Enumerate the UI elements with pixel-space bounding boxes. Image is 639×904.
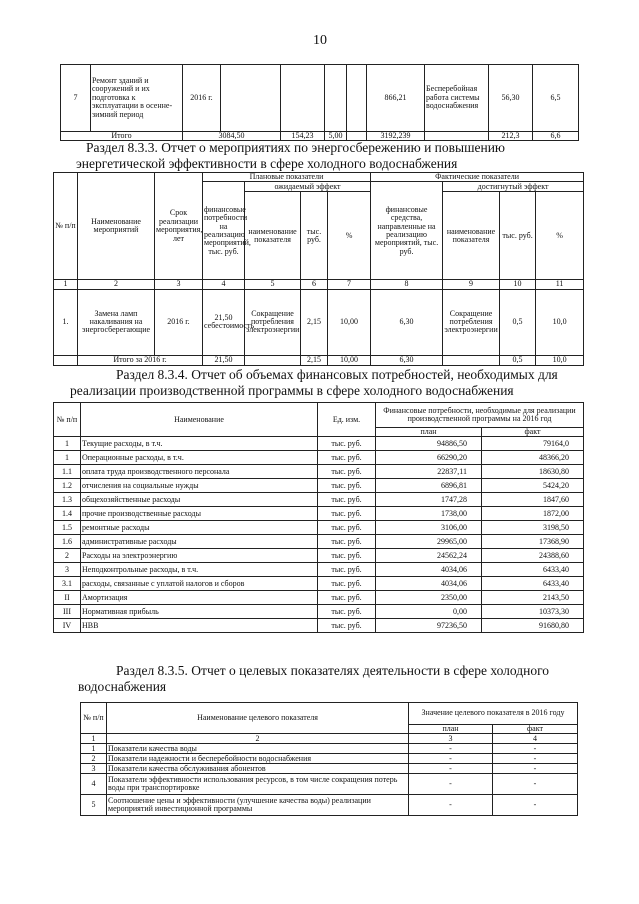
cell-u: тыс. руб.: [318, 451, 376, 465]
cell-name: Расходы на электроэнергию: [81, 549, 318, 563]
table-row: [54, 465, 584, 479]
cell-p: 66290,20: [376, 451, 482, 465]
cell-name: отчисления на социальные нужды: [81, 479, 318, 493]
cell-f: 6433,40: [482, 577, 584, 591]
cell-u: тыс. руб.: [318, 619, 376, 633]
cell-f: -: [493, 795, 578, 816]
table-row: [61, 65, 579, 132]
section-title: Раздел 8.3.4. Отчет об объемах финансовых потребностей, необходимых для реализации производственной программы в сфере холодного водоснабжения: [70, 367, 558, 398]
cell-name: прочие производственные расходы: [81, 507, 318, 521]
cell-u: тыс. руб.: [318, 577, 376, 591]
table-row: [54, 507, 584, 521]
cell-n: 3: [81, 764, 107, 774]
cell-u: тыс. руб.: [318, 605, 376, 619]
table-row: [81, 774, 578, 795]
cell-n: 3.1: [54, 577, 81, 591]
table-row: [54, 493, 584, 507]
column-numbers: 1 2 3 4: [81, 734, 578, 744]
page-number: 10: [313, 33, 327, 48]
cell-u: тыс. руб.: [318, 507, 376, 521]
table-row: [54, 479, 584, 493]
cell-u: тыс. руб.: [318, 563, 376, 577]
row-finance: 866,21: [367, 65, 425, 132]
cell-n: 1: [81, 744, 107, 754]
cell-name: Показатели качества обслуживания абонентов: [107, 764, 409, 774]
table-row: [54, 591, 584, 605]
table-row: [54, 605, 584, 619]
cell-n: 2: [81, 754, 107, 764]
cell-p: 97236,50: [376, 619, 482, 633]
cell-f: -: [493, 764, 578, 774]
table-row: [54, 451, 584, 465]
cell-name: расходы, связанные с уплатой налогов и сборов: [81, 577, 318, 591]
cell-name: Показатели надежности и бесперебойности водоснабжения: [107, 754, 409, 764]
cell-u: тыс. руб.: [318, 479, 376, 493]
cell-p: 29965,00: [376, 535, 482, 549]
cell-f: 24388,60: [482, 549, 584, 563]
cell-n: IV: [54, 619, 81, 633]
cell-u: тыс. руб.: [318, 535, 376, 549]
cell-name: административные расходы: [81, 535, 318, 549]
cell-p: 94886,50: [376, 437, 482, 451]
cell-p: -: [409, 744, 493, 754]
row-percent: 6,5: [533, 65, 579, 132]
cell-name: оплата труда производственного персонала: [81, 465, 318, 479]
cell-p: 22837,11: [376, 465, 482, 479]
cell-p: -: [409, 774, 493, 795]
cell-p: 24562,24: [376, 549, 482, 563]
cell-n: 2: [54, 549, 81, 563]
cell-f: 6433,40: [482, 563, 584, 577]
cell-p: 0,00: [376, 605, 482, 619]
table-row: [81, 754, 578, 764]
cell-p: 3106,00: [376, 521, 482, 535]
cell-f: 18630,80: [482, 465, 584, 479]
cell-f: 48366,20: [482, 451, 584, 465]
cell-n: 1.1: [54, 465, 81, 479]
cell-u: тыс. руб.: [318, 549, 376, 563]
total-row: Итого 3084,50 154,23 5,00 3192,239 212,3 6,6: [61, 132, 579, 141]
cell-n: 1.6: [54, 535, 81, 549]
table-row: [54, 535, 584, 549]
cell-n: 1.5: [54, 521, 81, 535]
table-row: [54, 619, 584, 633]
table-row: [81, 744, 578, 754]
cell-name: ремонтные расходы: [81, 521, 318, 535]
cell-u: тыс. руб.: [318, 493, 376, 507]
energy-saving-table: № п/п Наименование мероприятий Срок реализации мероприятия, лет Плановые показатели Фактические показатели финансовые потребности на реализацию мероприятий, тыс. руб. ожидаемый эффект финансовые средства, направленные на реализацию мероприятий, тыс. руб. достигнутый эффект наименование показателя тыс. руб. % наименование показателя тыс. руб. % 1 2 3 4 5 6 7 8 9 10 11 1. Замена ламп накаливания на энергосберегающие 2016 г. 21,50 себестоимость Сокращение потребления электроэнергии 2,15 10,00 6,30 Сокращение потребления электроэнергии 0,5 10,0 Итого за 2016 г. 21,50 2,15 10,00 6,30 0,5 10,0: [53, 172, 584, 366]
cell-f: 5424,20: [482, 479, 584, 493]
column-numbers: 1 2 3 4 5 6 7 8 9 10 11: [54, 280, 584, 289]
table-row: [54, 563, 584, 577]
table-row: [54, 577, 584, 591]
row-year: 2016 г.: [183, 65, 221, 132]
cell-name: Операционные расходы, в т.ч.: [81, 451, 318, 465]
cell-p: 4034,06: [376, 563, 482, 577]
cell-f: 17368,90: [482, 535, 584, 549]
table-row: [54, 549, 584, 563]
cell-p: 4034,06: [376, 577, 482, 591]
cell-p: 1738,00: [376, 507, 482, 521]
cell-u: тыс. руб.: [318, 437, 376, 451]
cell-name: Неподконтрольные расходы, в т.ч.: [81, 563, 318, 577]
cell-name: НВВ: [81, 619, 318, 633]
table-row: [81, 795, 578, 816]
row-value: 56,30: [489, 65, 533, 132]
total-row: Итого за 2016 г. 21,50 2,15 10,00 6,30 0,5 10,0: [54, 355, 584, 365]
row-result: Бесперебойная работа системы водоснабжения: [425, 65, 489, 132]
cell-name: Амортизация: [81, 591, 318, 605]
cell-f: 91680,80: [482, 619, 584, 633]
cell-name: Нормативная прибыль: [81, 605, 318, 619]
cell-p: -: [409, 795, 493, 816]
cell-f: 79164,0: [482, 437, 584, 451]
section-title: Раздел 8.3.3. Отчет о мероприятиях по энергосбережению и повышению энергетической эффективности в сфере холодного водоснабжения: [76, 140, 506, 171]
cell-p: 2350,00: [376, 591, 482, 605]
table-row: [54, 437, 584, 451]
row-name: Ремонт зданий и сооружений и их подготовка к эксплуатации в осенне-зимний период: [91, 65, 183, 132]
cell-n: 1.3: [54, 493, 81, 507]
cell-n: 1.2: [54, 479, 81, 493]
cell-f: 2143,50: [482, 591, 584, 605]
target-indicators-table: № п/п Наименование целевого показателя Значение целевого показателя в 2016 году план факт 1 2 3 4 1 Показатели качества воды - - 2 Показатели надежности и бесперебойности водоснабжения - - 3 Показатели качества обслуживания абонентов - - 4 Показатели эффективности использования ресурсов, в том числе сокращения потерь воды при транспортировке - - 5 Соотношение цены и эффективности (улучшение качества воды) реализации мероприятий инвестиционной программы - -: [80, 702, 578, 816]
table-row: 1. Замена ламп накаливания на энергосберегающие 2016 г. 21,50 себестоимость Сокращение потребления электроэнергии 2,15 10,00 6,30 Сокращение потребления электроэнергии 0,5 10,0: [54, 289, 584, 355]
cell-f: 1847,60: [482, 493, 584, 507]
cell-n: 3: [54, 563, 81, 577]
table-row: [54, 521, 584, 535]
cell-p: -: [409, 754, 493, 764]
cell-p: 1747,28: [376, 493, 482, 507]
cell-p: 6896,81: [376, 479, 482, 493]
cell-name: Соотношение цены и эффективности (улучшение качества воды) реализации мероприятий инвестиционной программы: [107, 795, 409, 816]
cell-f: 1872,00: [482, 507, 584, 521]
cell-n: 4: [81, 774, 107, 795]
total-label: Итого: [61, 132, 183, 141]
cell-f: -: [493, 774, 578, 795]
cell-u: тыс. руб.: [318, 591, 376, 605]
financial-needs-table: № п/п Наименование Ед. изм. Финансовые потребности, необходимые для реализации производственной программы на 2016 год план факт 1 Текущие расходы, в т.ч. тыс. руб. 94886,50 79164,0 1 Операционные расходы, в т.ч. тыс. руб. 66290,20 48366,20 1.1 оплата труда производственного персонала тыс. руб. 22837,11 18630,80 1.2 отчисления на социальные нужды тыс. руб. 6896,81 5424,20 1.3 общехозяйственные расходы тыс. руб. 1747,28 1847,60 1.4 прочие производственные расходы тыс. руб. 1738,00 1872,00 1.5 ремонтные расходы тыс. руб. 3106,00 3198,50 1.6 административные расходы тыс. руб. 29965,00 17368,90 2 Расходы на электроэнергию тыс. руб. 24562,24 24388,60 3 Неподконтрольные расходы, в т.ч. тыс. руб. 4034,06 6433,40 3.1 расходы, связанные с уплатой налогов и сборов тыс. руб. 4034,06 6433,40 II Амортизация тыс. руб. 2350,00 2143,50 III Нормативная прибыль тыс. руб. 0,00 10373,30 IV НВВ тыс. руб. 97236,50 91680,80: [53, 402, 584, 633]
cell-name: Показатели качества воды: [107, 744, 409, 754]
cell-name: общехозяйственные расходы: [81, 493, 318, 507]
top-table: [60, 64, 579, 141]
table-row: [81, 764, 578, 774]
cell-f: -: [493, 754, 578, 764]
cell-n: 1: [54, 451, 81, 465]
cell-n: II: [54, 591, 81, 605]
cell-p: -: [409, 764, 493, 774]
cell-f: 10373,30: [482, 605, 584, 619]
cell-n: 1.4: [54, 507, 81, 521]
cell-f: 3198,50: [482, 521, 584, 535]
row-number: 7: [61, 65, 91, 132]
cell-f: -: [493, 744, 578, 754]
cell-n: III: [54, 605, 81, 619]
cell-n: 5: [81, 795, 107, 816]
cell-name: Показатели эффективности использования ресурсов, в том числе сокращения потерь воды при транспортировке: [107, 774, 409, 795]
cell-u: тыс. руб.: [318, 465, 376, 479]
cell-name: Текущие расходы, в т.ч.: [81, 437, 318, 451]
cell-n: 1: [54, 437, 81, 451]
section-title: Раздел 8.3.5. Отчет о целевых показателях деятельности в сфере холодного водоснабжения: [78, 663, 550, 694]
cell-u: тыс. руб.: [318, 521, 376, 535]
